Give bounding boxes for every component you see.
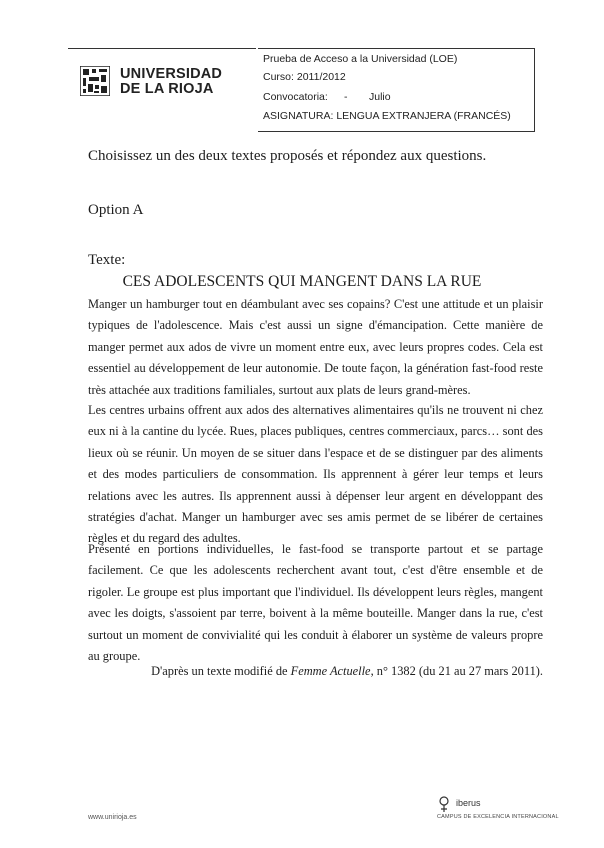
university-name xyxy=(120,67,222,97)
course-row xyxy=(263,71,346,83)
session-dash: - xyxy=(344,91,348,103)
session-label: Convocatoria: xyxy=(263,91,328,103)
footer-brand: iberus xyxy=(456,798,481,808)
source-suffix: , n° 1382 (du 21 au 27 mars 2011). xyxy=(370,664,543,678)
article-source xyxy=(88,664,543,679)
course-value: 2011/2012 xyxy=(296,71,346,83)
course-label: Curso: xyxy=(263,71,294,83)
subject-value: LENGUA EXTRANJERA (FRANCÉS) xyxy=(336,110,511,122)
header-top-rule xyxy=(68,48,256,49)
footer-brand-subtitle: CAMPUS DE EXCELENCIA INTERNACIONAL xyxy=(437,814,559,820)
university-name-line2: DE LA RIOJA xyxy=(120,81,214,97)
article-paragraph-2: Les centres urbains offrent aux ados des alternatives alimentaires qu'ils ne trouvent ni chez eux ni à la cantine du lycée. Rues, places publiques, centres commerciaux, parcs… sont des lieux où se réunir. Un moyen de se situer dans l'espace et de se distinguer par des aliments et des modes particuliers de consommation. Ils apprennent à gérer leur temps et leurs relations avec les autres. Ils apprennent aussi à dépenser leur argent en développant des stratégies d'achat. Manger un hamburger avec ses amis permet de se libérer de certaines règles et du regard des adultes. xyxy=(88,403,543,546)
article-paragraph-3: Présenté en portions individuelles, le fast-food se transporte partout et se partage facilement. Ce que les adolescents recherchent avant tout, c'est d'être ensemble et de rigoler. Le groupe est plus important que l'individuel. Ils développent leurs règles, mangent avec les doigts, s'assoient par terre, boivent à la même bouteille. Manger dans la rue, c'est surtout un moment de convivialité qui les conduit à élaborer un système de valeurs propre au groupe. xyxy=(88,542,543,664)
article-title: CES ADOLESCENTS QUI MANGENT DANS LA RUE xyxy=(122,273,482,290)
session-row xyxy=(263,91,533,103)
article-paragraph-1: Manger un hamburger tout en déambulant avec ses copains? C'est une attitude et un plaisir typiques de l'adolescence. Mais c'est aussi un signe d'émancipation. Cette manière de manger permet aux ados de vivre un moment entre eux, avec leurs propres codes. Cela est essentiel au développement de leur autonomie. De toute façon, la génération fast-food reste très attachée aux traditions familiales, surtout aux plats de leurs grand-mères. xyxy=(88,297,543,397)
university-name-line1: UNIVERSIDAD xyxy=(120,66,223,82)
option-heading: Option A xyxy=(88,202,144,218)
subject-row xyxy=(263,110,511,122)
footer-website: www.unirioja.es xyxy=(88,814,137,821)
subject-label: ASIGNATURA: xyxy=(263,110,334,122)
exam-title: Prueba de Acceso a la Universidad (LOE) xyxy=(263,53,458,65)
iberus-logo-icon xyxy=(437,795,451,813)
university-logo-icon xyxy=(80,66,110,96)
source-magazine: Femme Actuelle xyxy=(290,664,371,678)
source-prefix: D'après un texte modifié de xyxy=(151,664,291,678)
text-label: Texte: xyxy=(88,252,126,268)
session-value: Julio xyxy=(369,91,391,103)
instructions: Choisissez un des deux textes proposés et répondez aux questions. xyxy=(88,148,487,164)
